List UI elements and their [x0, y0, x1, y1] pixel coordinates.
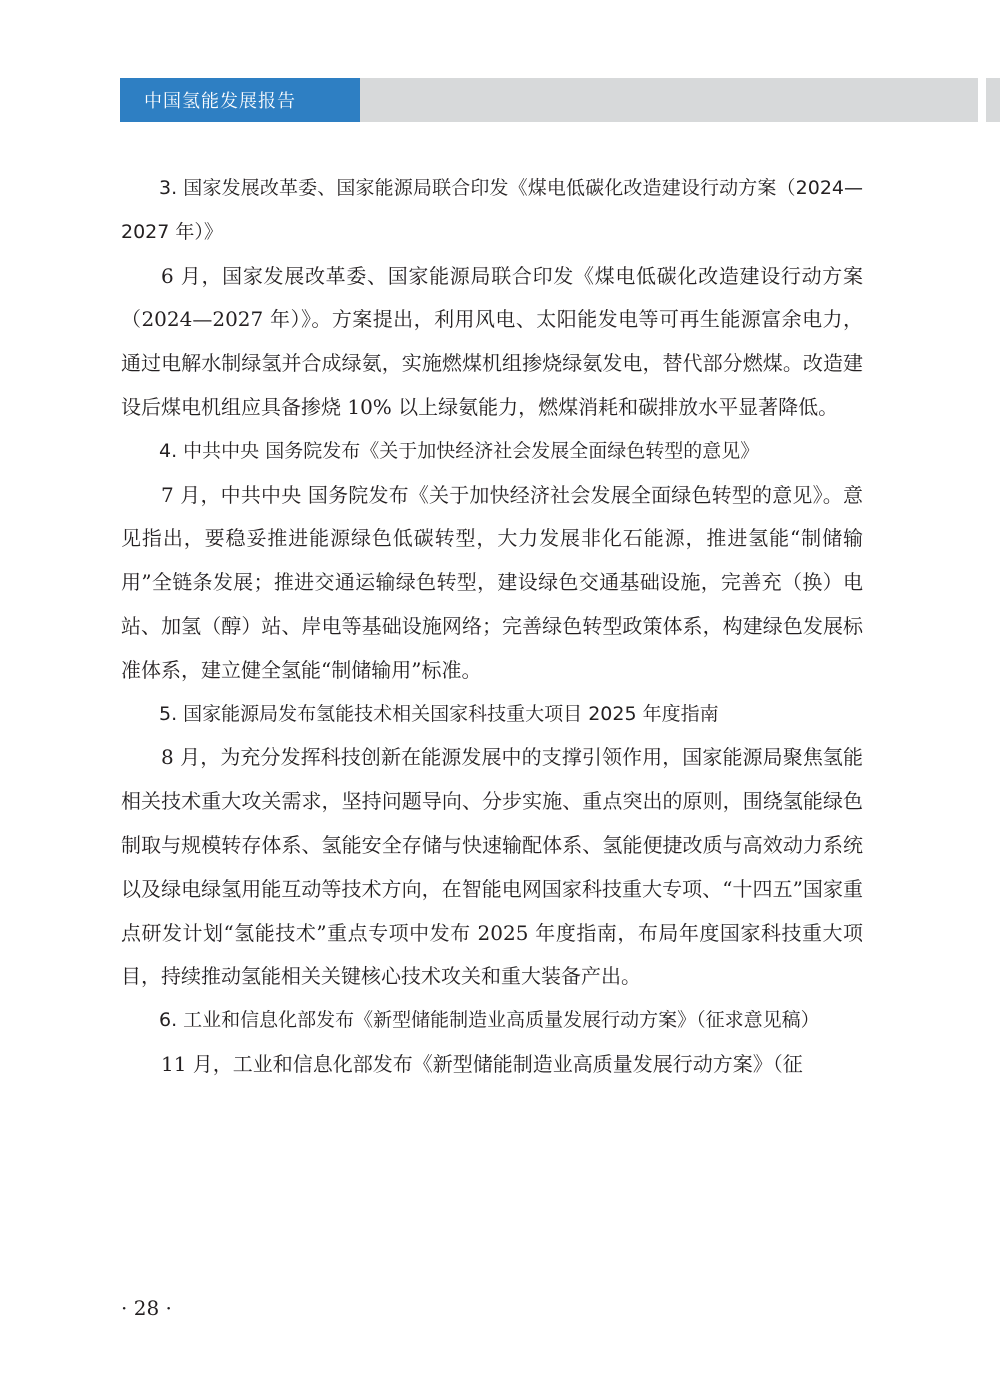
report-title: 中国氢能发展报告 — [144, 91, 296, 112]
section-body-3: 6 月，国家发展改革委、国家能源局联合印发《煤电低碳化改造建设行动方案（2024—2027 年）》。方案提出，利用风电、太阳能发电等可再生能源富余电力，通过电解水制绿氢并合成绿氨，实施燃煤机组掺烧绿氨发电，替代部分燃煤。改造建设后煤电机组应具备掺烧 10% 以上绿氨能力，燃煤消耗和碳排放水平显著降低。 — [121, 263, 863, 419]
page-content — [121, 167, 863, 1087]
section-heading-6: 6. 工业和信息化部发布《新型储能制造业高质量发展行动方案》（征求意见稿） — [159, 1009, 820, 1032]
section-body-6: 11 月，工业和信息化部发布《新型储能制造业高质量发展行动方案》（征 — [161, 1051, 803, 1076]
section-heading-5: 5. 国家能源局发布氢能技术相关国家科技重大项目 2025 年度指南 — [159, 702, 719, 725]
section-body-4: 7 月，中共中央 国务院发布《关于加快经济社会发展全面绿色转型的意见》。意见指出，要稳妥推进能源绿色低碳转型，大力发展非化石能源，推进氢能“制储输用”全链条发展；推进交通运输绿色转型，建设绿色交通基础设施，完善充（换）电站、加氢（醇）站、岸电等基础设施网络；完善绿色转型政策体系，构建绿色发展标准体系，建立健全氢能“制储输用”标准。 — [121, 482, 863, 682]
section-heading-4: 4. 中共中央 国务院发布《关于加快经济社会发展全面绿色转型的意见》 — [159, 439, 760, 462]
page-number: · 28 · — [121, 1296, 172, 1320]
section-heading-3: 3. 国家发展改革委、国家能源局联合印发《煤电低碳化改造建设行动方案（2024—2027 年）》 — [121, 177, 863, 243]
header-divider — [978, 78, 986, 122]
header-title-box — [120, 78, 360, 122]
section-body-5: 8 月，为充分发挥科技创新在能源发展中的支撑引领作用，国家能源局聚焦氢能相关技术重大攻关需求，坚持问题导向、分步实施、重点突出的原则，围绕氢能绿色制取与规模转存体系、氢能安全存储与快速输配体系、氢能便捷改质与高效动力系统以及绿电绿氢用能互动等技术方向，在智能电网国家科技重大专项、“十四五”国家重点研发计划“氢能技术”重点专项中发布 2025 年度指南，布局年度国家科技重大项目，持续推动氢能相关关键核心技术攻关和重大装备产出。 — [121, 745, 863, 989]
